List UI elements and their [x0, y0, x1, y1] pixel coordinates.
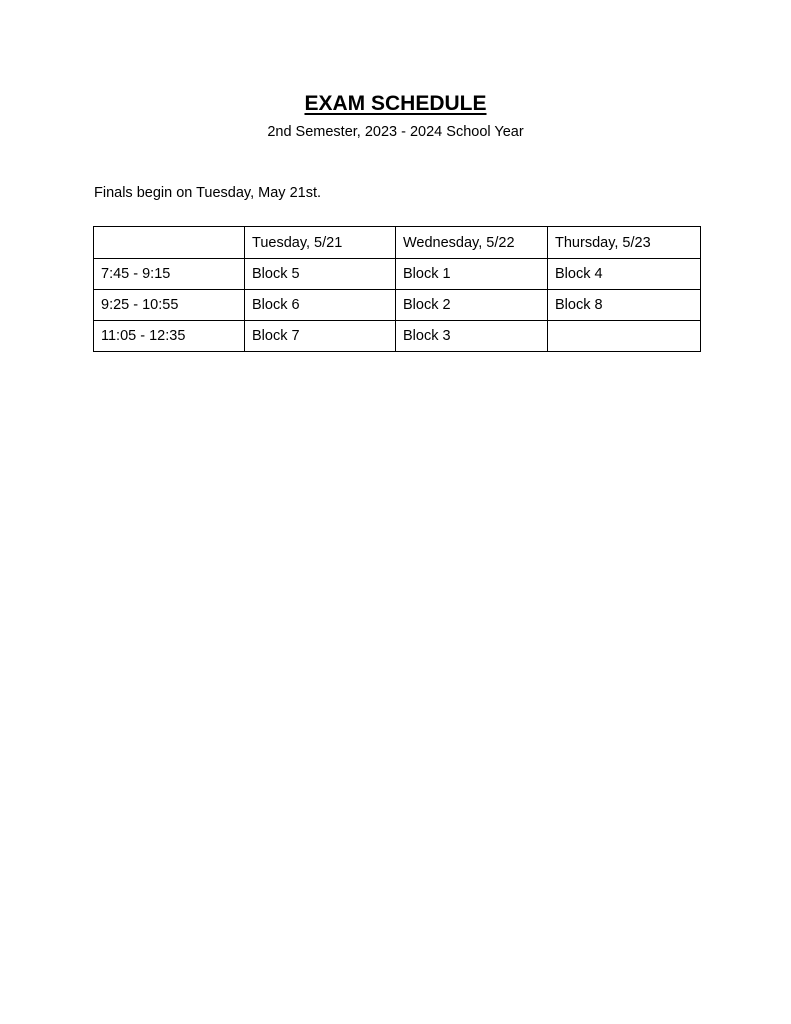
- table-row: [94, 259, 701, 290]
- header-cell-tuesday: Tuesday, 5/21: [245, 227, 396, 259]
- time-cell: 11:05 - 12:35: [94, 321, 245, 352]
- wednesday-cell: Block 3: [396, 321, 548, 352]
- tuesday-cell: Block 7: [245, 321, 396, 352]
- intro-text: Finals begin on Tuesday, May 21st.: [94, 185, 322, 201]
- thursday-cell: [548, 321, 701, 352]
- header-cell-blank: [94, 227, 245, 259]
- header-cell-wednesday: Wednesday, 5/22: [396, 227, 548, 259]
- wednesday-cell: Block 1: [396, 259, 548, 290]
- page-subtitle: 2nd Semester, 2023 - 2024 School Year: [267, 124, 524, 140]
- tuesday-cell: Block 5: [245, 259, 396, 290]
- time-cell: 9:25 - 10:55: [94, 290, 245, 321]
- table-header-row: [94, 227, 701, 259]
- wednesday-cell: Block 2: [396, 290, 548, 321]
- page-title: EXAM SCHEDULE: [304, 92, 487, 115]
- thursday-cell: Block 4: [548, 259, 701, 290]
- tuesday-cell: Block 6: [245, 290, 396, 321]
- table-row: [94, 321, 701, 352]
- header-cell-thursday: Thursday, 5/23: [548, 227, 701, 259]
- table-row: [94, 290, 701, 321]
- exam-schedule-table: [93, 226, 701, 352]
- thursday-cell: Block 8: [548, 290, 701, 321]
- time-cell: 7:45 - 9:15: [94, 259, 245, 290]
